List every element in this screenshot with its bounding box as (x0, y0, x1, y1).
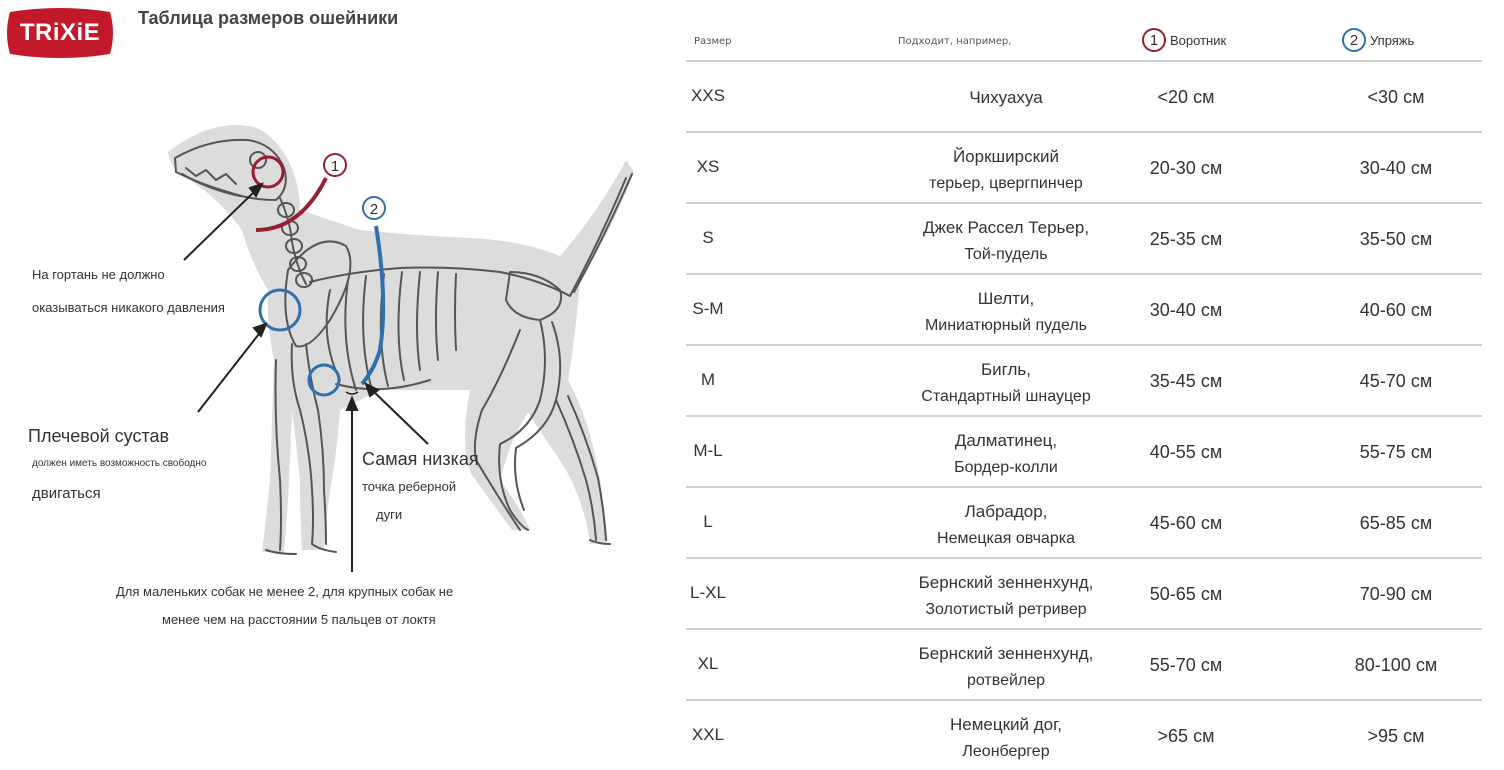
table-header (686, 24, 1482, 60)
breed-line2: Миниатюрный пудель (924, 317, 1088, 334)
collar-size-cell: 40-55 см (1149, 442, 1223, 462)
breed-line1: Джек Рассел Терьер, (922, 218, 1090, 237)
table-row (686, 62, 1482, 131)
breed-line2: Стандартный шнауцер (921, 388, 1091, 405)
logo-text: TRiXiE (19, 19, 101, 46)
callout-elbow-line1: Для маленьких собак не менее 2, для крупных собак не (116, 584, 454, 599)
breed-line1: Далматинец, (954, 431, 1058, 450)
harness-size-cell: 40-60 см (1359, 300, 1433, 320)
harness-size-cell: <30 см (1367, 87, 1425, 107)
breed-line2: Золотистый ретривер (925, 601, 1087, 618)
harness-number-icon: 2 (1342, 28, 1366, 52)
harness-size-cell: >95 см (1367, 726, 1425, 746)
breed-line1: Бернский зенненхунд, (918, 644, 1094, 663)
size-cell: XXS (690, 86, 726, 105)
header-harness-label: Упряжь (1370, 32, 1415, 48)
collar-size-cell: 55-70 см (1149, 655, 1223, 675)
callout-larynx-line1: На гортань не должно (32, 267, 165, 282)
harness-size-cell: 45-70 см (1359, 371, 1433, 391)
dog-skeleton-illustration (0, 60, 680, 748)
breed-line2: Немецкая овчарка (937, 530, 1075, 547)
breed-line1: Чихуахуа (969, 88, 1043, 107)
callout-elbow-line2: менее чем на расстоянии 5 пальцев от локтя (162, 612, 436, 627)
breed-line1: Шелти, (977, 289, 1035, 308)
table-body (686, 62, 1482, 770)
breed-line1: Лабрадор, (964, 502, 1048, 521)
callout-shoulder-line1: Плечевой сустав (28, 426, 170, 446)
breed-line2: Леонбергер (962, 743, 1050, 760)
table-row (686, 699, 1482, 770)
callout-rib-line2: точка реберной (362, 479, 457, 494)
collar-size-cell: 25-35 см (1149, 229, 1223, 249)
table-row (686, 628, 1482, 699)
breed-line2: Бордер-колли (954, 459, 1058, 476)
collar-size-cell: 35-45 см (1149, 371, 1223, 391)
breed-line1: Бигль, (981, 360, 1031, 379)
size-cell: L (703, 512, 713, 531)
collar-number-icon: 1 (1142, 28, 1166, 52)
table-row (686, 202, 1482, 273)
size-cell: XXL (691, 725, 725, 744)
header-collar-label: Воротник (1170, 32, 1227, 48)
collar-size-cell: >65 см (1157, 726, 1215, 746)
collar-size-cell: <20 см (1157, 87, 1215, 107)
size-cell: M (700, 370, 716, 389)
page-title: Таблица размеров ошейники (138, 8, 399, 28)
harness-size-cell: 70-90 см (1359, 584, 1433, 604)
table-row (686, 486, 1482, 557)
callout-rib-line3: дуги (376, 507, 403, 522)
table-row (686, 273, 1482, 344)
breed-line2: Той-пудель (964, 246, 1048, 263)
size-table (686, 24, 1482, 770)
dog-measurement-diagram (0, 60, 680, 748)
header-breed: Подходит, например, (898, 36, 1012, 47)
table-row (686, 131, 1482, 202)
header-harness (1342, 28, 1414, 52)
collar-size-cell: 30-40 см (1149, 300, 1223, 320)
breed-line1: Немецкий дог, (950, 715, 1062, 734)
callout-shoulder-line2: должен иметь возможность свободно (32, 458, 207, 469)
size-cell: L-XL (690, 583, 726, 602)
size-cell: S (702, 228, 714, 247)
collar-size-cell: 50-65 см (1149, 584, 1223, 604)
header-collar (1142, 28, 1226, 52)
size-cell: XS (696, 157, 720, 176)
collar-marker-number: 1 (330, 158, 340, 175)
size-cell: S-M (692, 299, 724, 318)
trixie-logo (4, 6, 116, 60)
header-size: Размер (694, 36, 732, 47)
harness-size-cell: 30-40 см (1359, 158, 1433, 178)
breed-line2: терьер, цвергпинчер (929, 175, 1083, 192)
table-row (686, 344, 1482, 415)
harness-size-cell: 65-85 см (1359, 513, 1433, 533)
harness-size-cell: 35-50 см (1359, 229, 1433, 249)
harness-size-cell: 55-75 см (1359, 442, 1433, 462)
size-cell: M-L (693, 441, 723, 460)
breed-line1: Йоркширский (952, 147, 1060, 166)
harness-marker-number: 2 (369, 201, 379, 218)
collar-size-cell: 45-60 см (1149, 513, 1223, 533)
size-cell: XL (697, 654, 719, 673)
breed-line1: Бернский зенненхунд, (918, 573, 1094, 592)
table-row (686, 415, 1482, 486)
table-row (686, 557, 1482, 628)
callout-larynx-line2: оказываться никакого давления (32, 300, 225, 315)
collar-size-cell: 20-30 см (1149, 158, 1223, 178)
callout-shoulder-line3: двигаться (32, 485, 101, 502)
callout-rib-line1: Самая низкая (362, 449, 479, 469)
harness-size-cell: 80-100 см (1354, 655, 1438, 675)
breed-line2: ротвейлер (966, 672, 1046, 689)
